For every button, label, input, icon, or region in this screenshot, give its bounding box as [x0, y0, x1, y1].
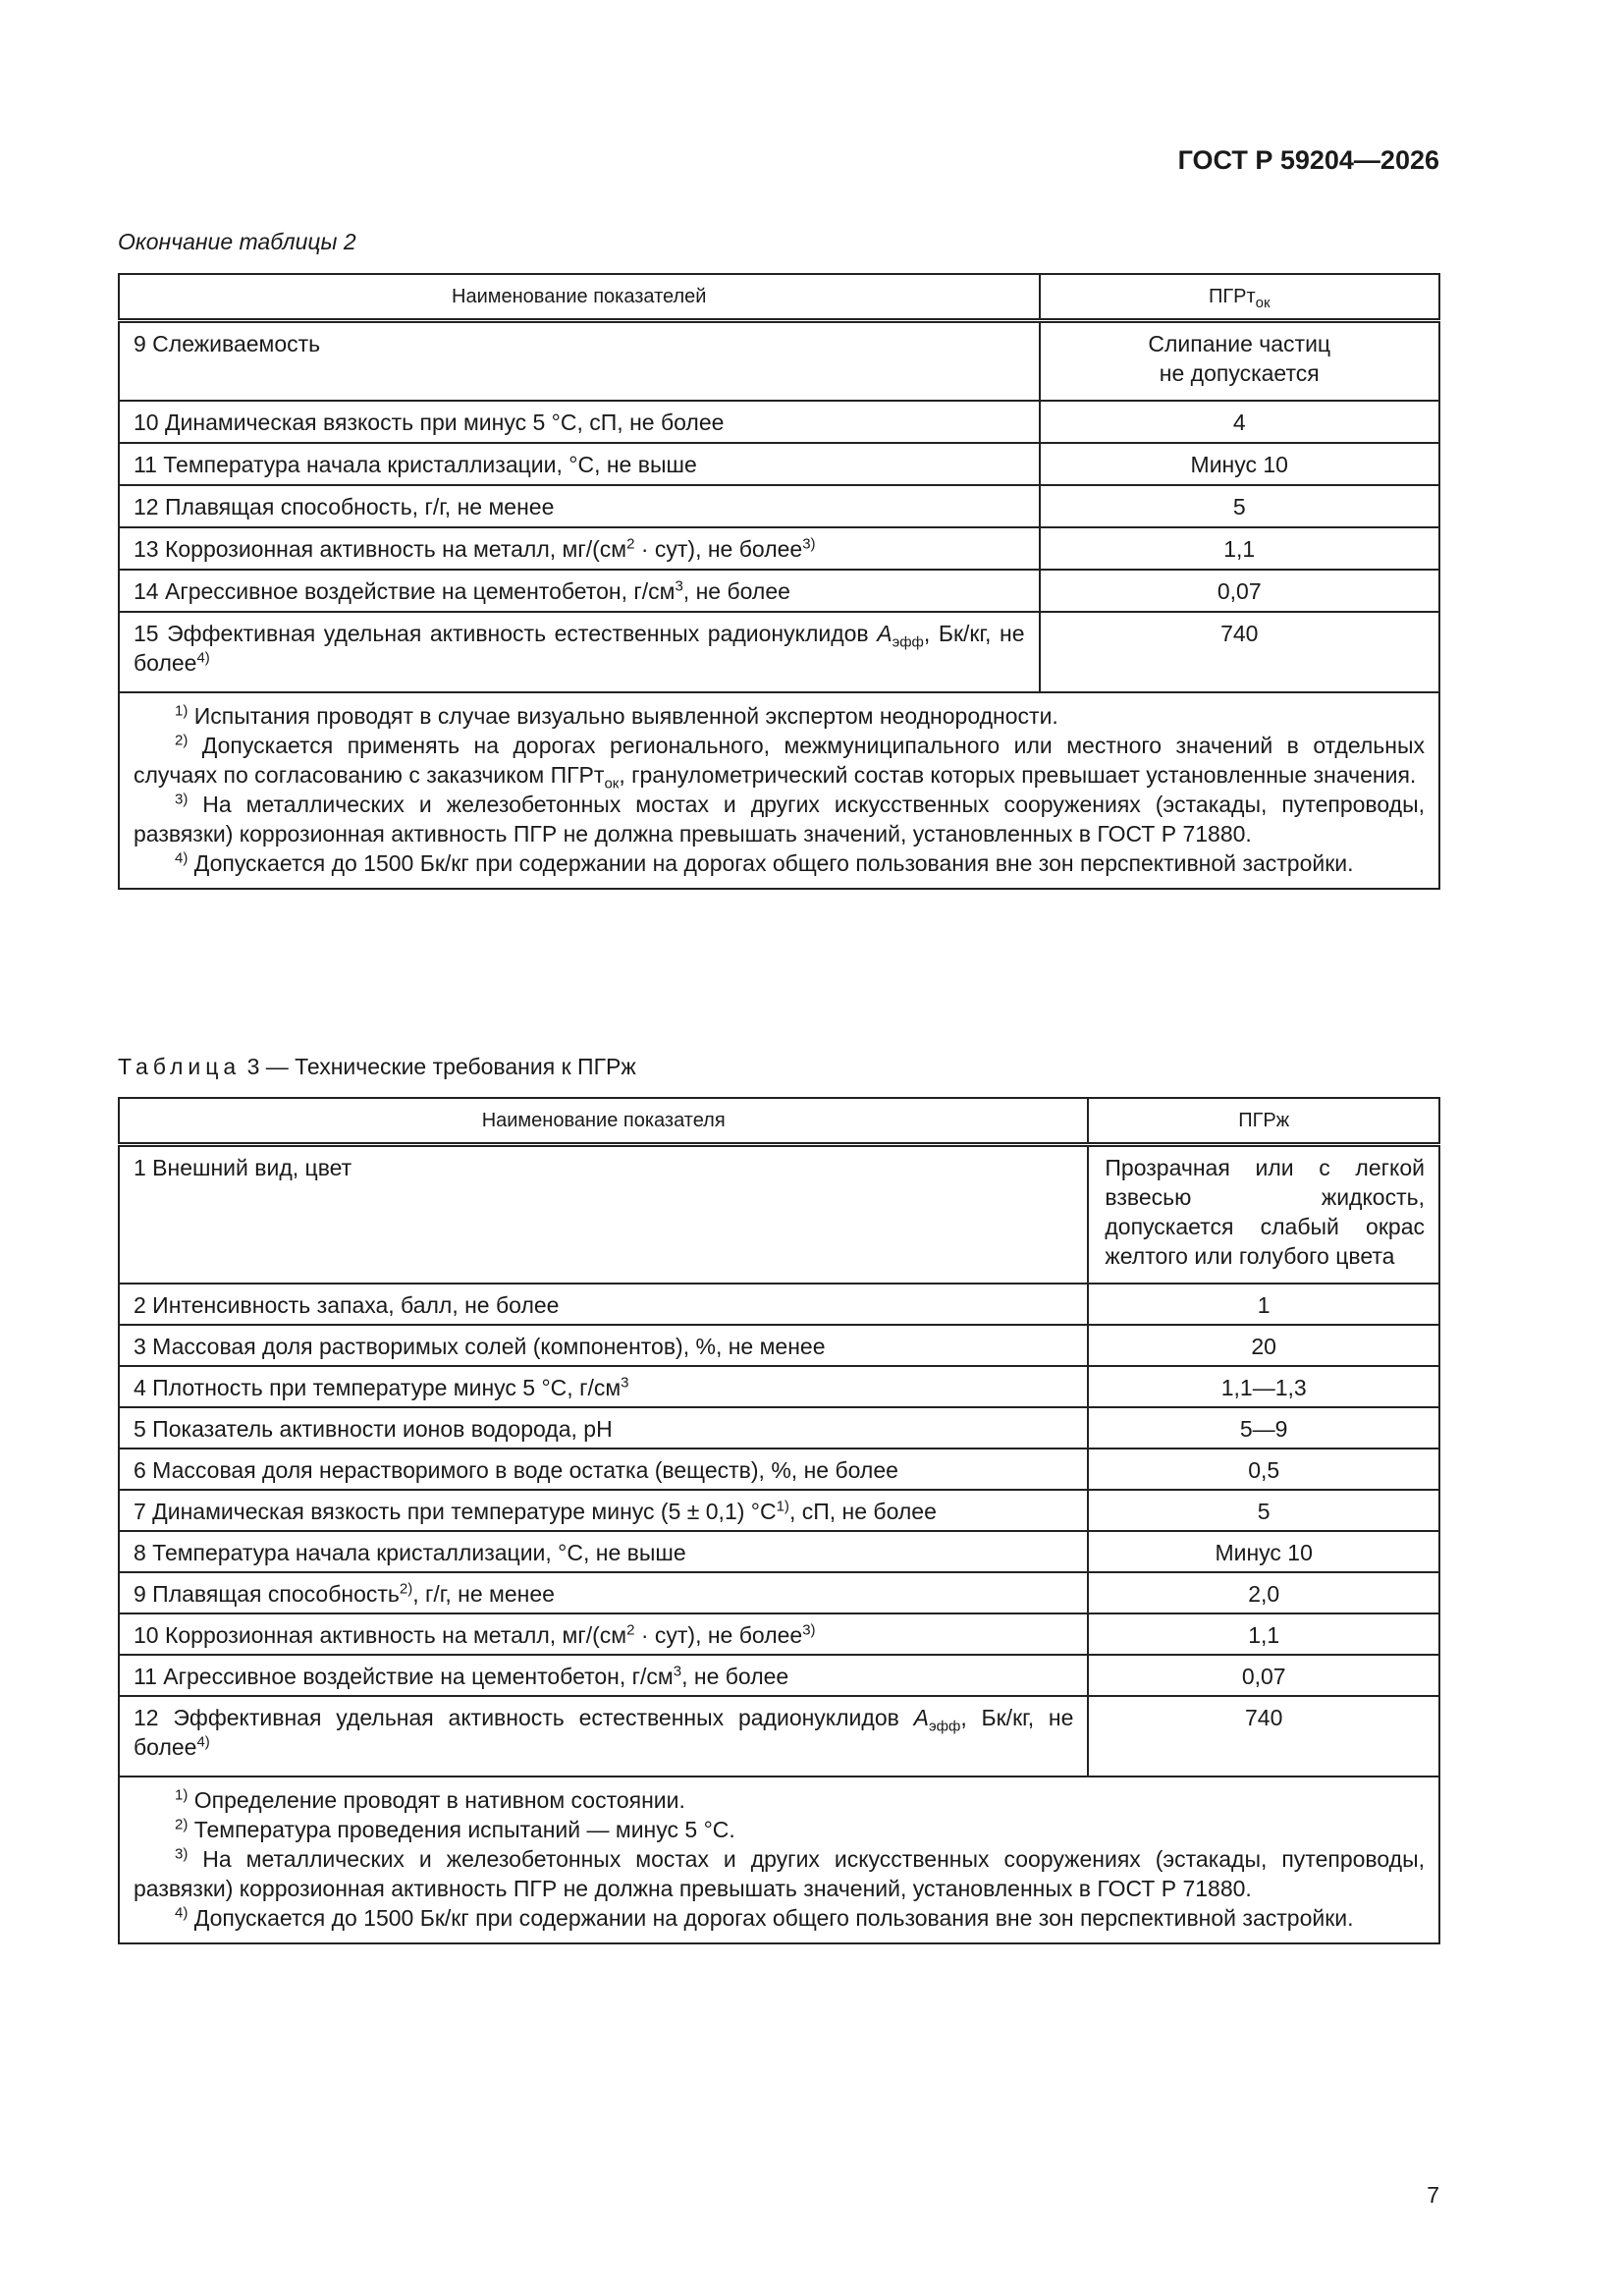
row-value: 2,0 [1088, 1572, 1439, 1613]
row-value: Прозрачная или с легкой взвесью жидкость, допускается слабый окрас желтого или голубого цвета [1088, 1145, 1439, 1285]
table-row [119, 1284, 1439, 1325]
row-name: 15 Эффективная удельная активность естественных радионуклидов $А_{эфф}$, Бк/кг, не более$^{4)}$ [119, 612, 1040, 692]
row-value: 1,1 [1088, 1613, 1439, 1655]
footnote-1: $^{1)}$ Испытания проводят в случае визуально выявленной экспертом неоднородности. [175, 702, 1058, 729]
table-row [119, 1696, 1439, 1777]
table2-header-row [119, 274, 1439, 321]
table2-col-name: Наименование показателей [119, 274, 1040, 321]
footnote-4: $^{4)}$ Допускается до 1500 Бк/кг при содержании на дорогах общего пользования вне зон перспективной застройки. [175, 849, 1354, 876]
table-row [119, 1325, 1439, 1366]
row-name: 9 Плавящая способность$^{2)}$, г/г, не менее [119, 1572, 1088, 1613]
row-name: 14 Агрессивное воздействие на цементобетон, $г/см^3$, не более [119, 570, 1040, 612]
table-row [119, 570, 1439, 612]
footnote-3: $^{3)}$ На металлических и железобетонных мостах и других искусственных сооружениях (эстакады, путепроводы, развязки) коррозионная активность ПГР не должна превышать значений, установленных в ГОСТ Р 71880. [134, 791, 1425, 847]
row-name: 1 Внешний вид, цвет [119, 1145, 1088, 1285]
table-row [119, 1366, 1439, 1407]
row-value: 1,1 [1040, 527, 1440, 570]
footnote-2: $^{2)}$ Температура проведения испытаний — минус 5 °С. [175, 1816, 735, 1842]
row-name: 5 Показатель активности ионов водорода, pH [119, 1407, 1088, 1449]
table2-col-value: ПГРт$_{ок}$ [1040, 274, 1440, 321]
table2 [118, 273, 1440, 890]
table-row [119, 485, 1439, 527]
row-name: 3 Массовая доля растворимых солей (компонентов), %, не менее [119, 1325, 1088, 1366]
row-value: 0,07 [1088, 1655, 1439, 1696]
row-name: 11 Агрессивное воздействие на цементобетон, $г/см^3$, не более [119, 1655, 1088, 1696]
table-row [119, 612, 1439, 692]
row-name: 7 Динамическая вязкость при температуре минус (5 ± 0,1) $^\circ С^{1)}$, сП, не более [119, 1490, 1088, 1531]
row-value: 1,1—1,3 [1088, 1366, 1439, 1407]
page-number: 7 [1427, 2182, 1439, 2208]
row-name: 12 Плавящая способность, г/г, не менее [119, 485, 1040, 527]
document-code: ГОСТ Р 59204—2026 [1177, 145, 1439, 175]
table-row [119, 1449, 1439, 1490]
row-value: Минус 10 [1088, 1531, 1439, 1572]
row-value: 740 [1040, 612, 1440, 692]
table3-col-value: ПГРж [1088, 1098, 1439, 1145]
table3-col-name: Наименование показателя [119, 1098, 1088, 1145]
row-name: 12 Эффективная удельная активность естественных радионуклидов $А_{эфф}$, Бк/кг, не более$^{4)}$ [119, 1696, 1088, 1777]
footnote-4: $^{4)}$ Допускается до 1500 Бк/кг при содержании на дорогах общего пользования вне зон перспективной застройки. [175, 1904, 1354, 1931]
table-row [119, 1531, 1439, 1572]
row-name: 6 Массовая доля нерастворимого в воде остатка (веществ), %, не более [119, 1449, 1088, 1490]
row-value: 5—9 [1088, 1407, 1439, 1449]
row-value: 20 [1088, 1325, 1439, 1366]
row-value: 0,07 [1040, 570, 1440, 612]
table-row [119, 1145, 1439, 1285]
row-name: 9 Слеживаемость [119, 321, 1040, 402]
table-row [119, 1655, 1439, 1696]
table-row [119, 1572, 1439, 1613]
row-value: Слипание частиц не допускается [1040, 321, 1440, 402]
row-name: 10 Динамическая вязкость при минус 5 °С, сП, не более [119, 401, 1040, 443]
table3 [118, 1097, 1440, 1944]
row-value: 740 [1088, 1696, 1439, 1777]
table-row [119, 1407, 1439, 1449]
table-row [119, 321, 1439, 402]
footnote-2: $^{2)}$ Допускается применять на дорогах регионального, межмуниципального или местного значений в отдельных случаях по согласованию с заказчиком ПГРт$_{ок}$, гранулометрический состав которых превышает установленные значения. [134, 732, 1425, 793]
row-value: 1 [1088, 1284, 1439, 1325]
row-name: 2 Интенсивность запаха, балл, не более [119, 1284, 1088, 1325]
table3-footnotes [119, 1777, 1439, 1943]
table3-footnotes-row [119, 1777, 1439, 1943]
row-value: 4 [1040, 401, 1440, 443]
table3-header-row [119, 1098, 1439, 1145]
footnote-3: $^{3)}$ На металлических и железобетонных мостах и других искусственных сооружениях (эстакады, путепроводы, развязки) коррозионная активность ПГР не должна превышать значений, установленных в ГОСТ Р 71880. [134, 1845, 1425, 1901]
table-row [119, 401, 1439, 443]
row-name: 13 Коррозионная активность на металл, $мг/(см^2 \cdot сут)$, не более$^{3)}$ [119, 527, 1040, 570]
table-row [119, 527, 1439, 570]
row-value: 5 [1088, 1490, 1439, 1531]
row-name: 10 Коррозионная активность на металл, $мг/(см^2 \cdot сут)$, не более$^{3)}$ [119, 1613, 1088, 1655]
table-row [119, 443, 1439, 485]
row-value: 0,5 [1088, 1449, 1439, 1490]
row-name: 8 Температура начала кристаллизации, °С, не выше [119, 1531, 1088, 1572]
table-row [119, 1613, 1439, 1655]
row-value: 5 [1040, 485, 1440, 527]
row-value: Минус 10 [1040, 443, 1440, 485]
table2-caption: Окончание таблицы 2 [118, 229, 356, 254]
table2-footnotes [119, 692, 1439, 889]
table2-footnotes-row [119, 692, 1439, 889]
table3-caption: Таблица 3 — Технические требования к ПГРж [118, 1054, 636, 1079]
footnote-1: $^{1)}$ Определение проводят в нативном состоянии. [175, 1786, 685, 1813]
row-name: 4 Плотность при температуре минус 5 °С, $г/см^3$ [119, 1366, 1088, 1407]
row-name: 11 Температура начала кристаллизации, °С, не выше [119, 443, 1040, 485]
table-row [119, 1490, 1439, 1531]
